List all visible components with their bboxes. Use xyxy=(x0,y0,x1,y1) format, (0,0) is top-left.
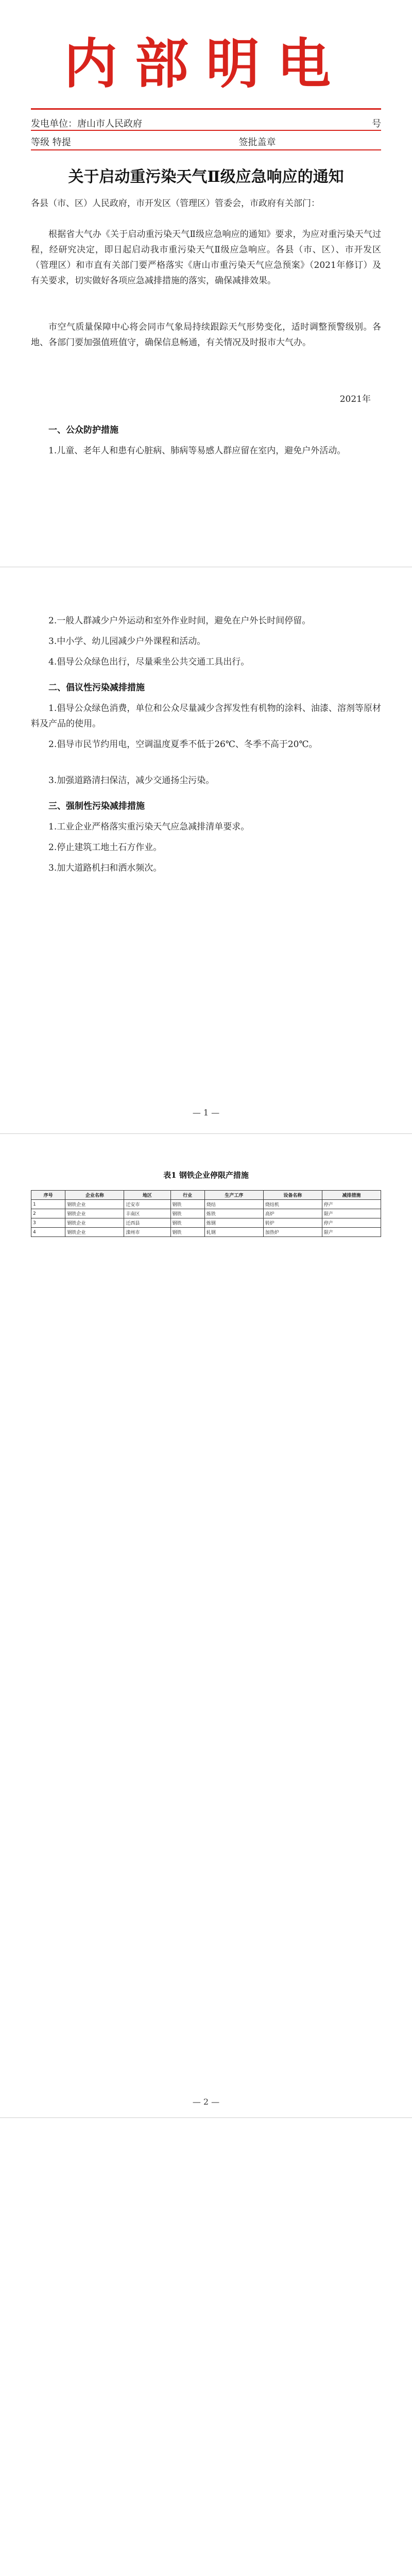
serial-number: 号 xyxy=(372,118,381,129)
page2-para-1: 2.一般人群减少户外运动和室外作业时间，避免在户外长时间停留。 xyxy=(48,616,311,626)
col-header: 序号 xyxy=(31,1191,65,1200)
page2-para-3: 4.倡导公众绿色出行，尽量乘坐公共交通工具出行。 xyxy=(48,657,250,667)
page-4 xyxy=(0,2123,412,2576)
section-heading-3: 三、强制性污染减排措施 xyxy=(48,801,145,811)
notice-title: 关于启动重污染天气Ⅱ级应急响应的通知 xyxy=(68,168,344,186)
col-header: 设备名称 xyxy=(263,1191,322,1200)
col-header: 企业名称 xyxy=(65,1191,124,1200)
page2-list2-3: 3.加强道路清扫保洁，减少交通扬尘污染。 xyxy=(48,775,215,786)
page-3 xyxy=(0,1139,412,2117)
signer-label: 签批盖章 xyxy=(238,137,276,148)
red-rule-top xyxy=(31,108,381,110)
issuer-line xyxy=(31,116,381,130)
page-divider xyxy=(0,2117,412,2118)
table-row: 3 钢铁企业 迁西县 钢铁 炼钢 转炉 停产 xyxy=(31,1218,381,1228)
notice-body-1: 根据省大气办《关于启动重污染天气Ⅱ级应急响应的通知》要求，为应对重污染天气过程，经研究决定，即日起启动我市重污染天气Ⅱ级应急响应。各县（市、区）、市开发区（管理区）和市直有关部门要严格落实《唐山市重污染天气应急预案》（2021年修订）及有关要求，切实做好各项应急减排措施的落实，确保减排效果。 xyxy=(31,229,381,286)
table-row: 2 钢铁企业 丰南区 钢铁 炼铁 高炉 限产 xyxy=(31,1209,381,1218)
table-title: 表1 钢铁企业停限产措施 xyxy=(163,1171,249,1180)
section-heading-1: 一、公众防护措施 xyxy=(48,425,118,435)
col-header: 减排措施 xyxy=(322,1191,381,1200)
page2-list3-3: 3.加大道路机扫和洒水频次。 xyxy=(48,863,162,873)
page-1 xyxy=(0,0,412,567)
red-rule-bottom xyxy=(31,149,381,150)
page2-para-2: 3.中小学、幼儿园减少户外课程和活动。 xyxy=(48,636,206,647)
page-2 xyxy=(0,572,412,1133)
table-row: 4 钢铁企业 滦州市 钢铁 轧钢 加热炉 限产 xyxy=(31,1228,381,1237)
notice-addressee: 各县（市、区）人民政府，市开发区（管理区）管委会，市政府有关部门： xyxy=(31,198,320,209)
notice-body-2: 市空气质量保障中心将会同市气象局持续跟踪天气形势变化，适时调整预警级别。各地、各部门要加强值班值守，确保信息畅通，有关情况及时报市大气办。 xyxy=(31,322,381,348)
table-header-row xyxy=(31,1191,381,1200)
page2-list3-2: 2.停止建筑工地土石方作业。 xyxy=(48,842,162,853)
issuer: 发电单位：唐山市人民政府 xyxy=(31,118,142,129)
page-number: — 1 — xyxy=(192,1108,220,1117)
col-header: 生产工序 xyxy=(204,1191,263,1200)
urgency-level: 等级 特提 签批盖章 xyxy=(31,137,276,148)
table-row: 1 钢铁企业 迁安市 钢铁 烧结 烧结机 停产 xyxy=(31,1200,381,1209)
notice-date: 2021年 xyxy=(339,394,371,404)
red-rule-mid xyxy=(31,130,381,131)
col-header: 行业 xyxy=(170,1191,204,1200)
page2-list2-2: 2.倡导市民节约用电，空调温度夏季不低于26℃、冬季不高于20℃。 xyxy=(48,739,318,750)
list-item-1: 1.儿童、老年人和患有心脏病、肺病等易感人群应留在室内，避免户外活动。 xyxy=(48,446,346,456)
section-heading-2: 二、倡议性污染减排措施 xyxy=(48,683,145,693)
document-title: 内部明电 xyxy=(63,32,348,95)
page2-list2-1: 1.倡导公众绿色消费，单位和公众尽量减少含挥发性有机物的涂料、油漆、溶剂等原材料及产品的使用。 xyxy=(31,703,381,729)
col-header: 地区 xyxy=(124,1191,170,1200)
page-number: — 2 — xyxy=(192,2097,220,2107)
page2-list3-1: 1.工业企业严格落实重污染天气应急减排清单要求。 xyxy=(48,822,250,832)
page-divider xyxy=(0,1133,412,1134)
measures-table xyxy=(31,1190,381,1237)
